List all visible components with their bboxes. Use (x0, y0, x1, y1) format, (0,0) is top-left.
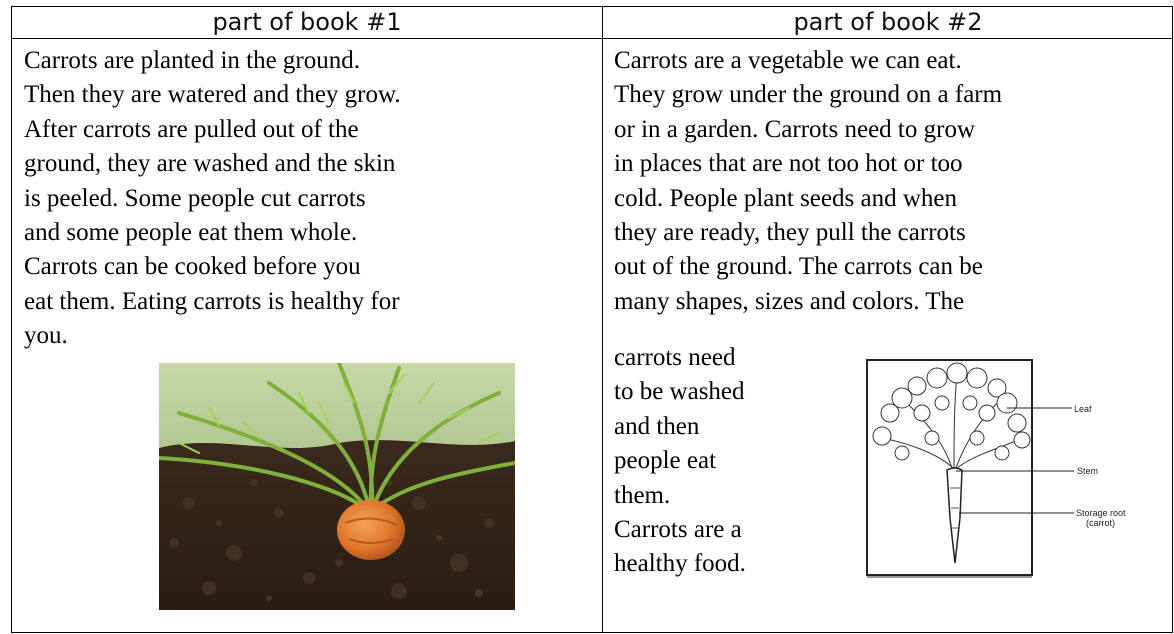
diagram-label-leaf: Leaf (1074, 404, 1092, 414)
book-2-wrapped-line: people eat (614, 447, 717, 475)
book-1-line: and some people eat them whole. (24, 219, 358, 247)
book-1-line: you. (24, 322, 68, 350)
diagram-label-storage-root: Storage root (1076, 508, 1126, 518)
column-divider (602, 7, 603, 632)
diagram-label-stem: Stem (1077, 466, 1099, 476)
carrot-diagram-illustration (862, 358, 1162, 588)
book-1-line: is peeled. Some people cut carrots (24, 184, 366, 212)
book-2-wrapped-line: Carrots are a (614, 516, 742, 544)
book-2-line: many shapes, sizes and colors. The (614, 287, 965, 315)
book-2-wrapped-line: to be washed (614, 378, 745, 406)
diagram-label-carrot: (carrot) (1086, 518, 1115, 528)
book-2-line: out of the ground. The carrots can be (614, 253, 983, 281)
header-divider (12, 38, 1172, 39)
book-2-line: in places that are not too hot or too (614, 150, 963, 178)
book-1-line: After carrots are pulled out of the (24, 115, 359, 143)
book-1-line: Carrots are planted in the ground. (24, 47, 361, 74)
book-1-text (24, 44, 401, 354)
book-1-line: Carrots can be cooked before you (24, 253, 361, 281)
book-2-line: They grow under the ground on a farm (614, 81, 1003, 109)
book-2-line: or in a garden. Carrots need to grow (614, 115, 975, 143)
book-2-wrapped-line: carrots need (614, 344, 736, 371)
carrot-anatomy-diagram (862, 358, 1152, 588)
carrot-photo-illustration (159, 363, 515, 610)
book-2-line: Carrots are a vegetable we can eat. (614, 47, 962, 74)
book-2-wrapped-line: and then (614, 412, 700, 440)
carrot-in-soil-photo (159, 363, 515, 610)
book-2-wrapped-line: healthy food. (614, 550, 746, 578)
book-2-line: they are ready, they pull the carrots (614, 219, 966, 247)
header-book-1: part of book #1 (212, 8, 402, 36)
header-book-2: part of book #2 (793, 8, 983, 36)
book-2-line: cold. People plant seeds and when (614, 184, 957, 212)
book-2-wrapped-line: them. (614, 481, 671, 509)
book-2-text (614, 44, 1002, 319)
book-1-line: Then they are watered and they grow. (24, 81, 401, 109)
book-2-wrapped-text (614, 341, 746, 582)
book-1-line: ground, they are washed and the skin (24, 150, 396, 178)
book-1-line: eat them. Eating carrots is healthy for (24, 287, 400, 315)
